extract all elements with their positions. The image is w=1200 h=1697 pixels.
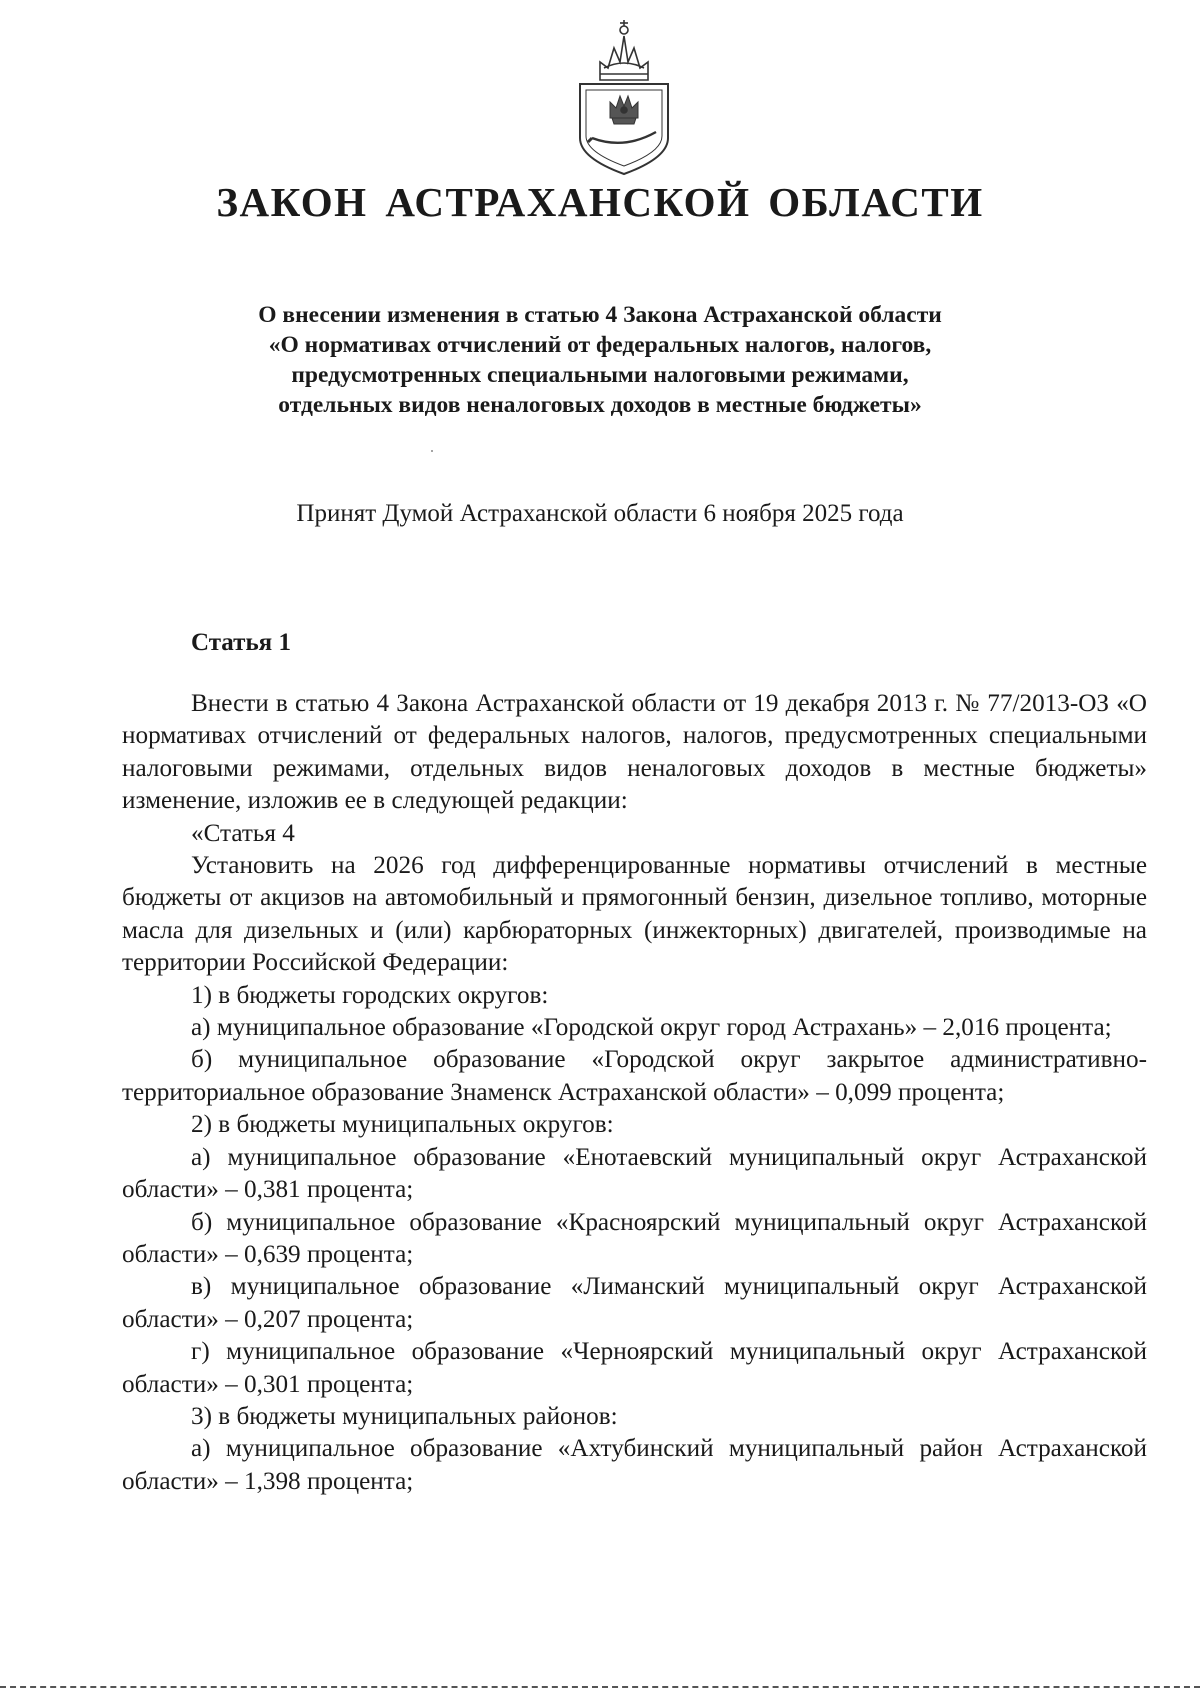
adoption-line: Принят Думой Астраханской области 6 ноября 2025 года (296, 500, 904, 527)
law-subtitle (150, 300, 1050, 420)
astrakhan-coat-of-arms-icon (570, 18, 678, 178)
article-body (122, 688, 1147, 1498)
law-title: ЗАКОН АСТРАХАНСКОЙ ОБЛАСТИ (216, 179, 984, 225)
list-item: 3) в бюджеты муниципальных районов: (191, 1402, 618, 1430)
paragraph: Установить на 2026 год дифференцированные нормативы отчислений в местные бюджеты от акцизов на автомобильный и прямогонный бензин, дизельное топливо, моторные масла для дизельных и (или) карбюраторных (инжекторных) двигателей, производимые на территории Российской Федерации: (122, 852, 1147, 977)
list-item: а) муниципальное образование «Городской округ город Астрахань» – 2,016 процента; (191, 1014, 1112, 1042)
paragraph: Внести в статью 4 Закона Астраханской области от 19 декабря 2013 г. № 77/2013-ОЗ «О нормативах отчислений от федеральных налогов, налогов, предусмотренных специальными налоговыми режимами, отдельных видов неналоговых доходов в местные бюджеты» изменение, изложив ее в следующей редакции: (122, 690, 1147, 815)
article-heading: Статья 1 (191, 629, 291, 656)
subtitle-line: предусмотренных специальными налоговыми режимами, (291, 362, 909, 388)
list-item: б) муниципальное образование «Городской округ закрытое административно-территориальное образование Знаменск Астраханской области» – 0,099 процента; (122, 1046, 1147, 1106)
subtitle-line: «О нормативах отчислений от федеральных налогов, налогов, (268, 332, 932, 358)
paragraph: «Статья 4 (191, 819, 295, 847)
list-item: а) муниципальное образование «Енотаевский муниципальный округ Астраханской области» – 0,381 процента; (122, 1143, 1147, 1204)
subtitle-line: отдельных видов неналоговых доходов в местные бюджеты» (278, 392, 922, 418)
scan-speck (431, 450, 433, 452)
list-item: 1) в бюджеты городских округов: (191, 981, 549, 1009)
subtitle-line: О внесении изменения в статью 4 Закона Астраханской области (258, 302, 942, 328)
list-item: г) муниципальное образование «Черноярский муниципальный округ Астраханской области» – 0,301 процента; (122, 1338, 1147, 1398)
list-item: а) муниципальное образование «Ахтубинский муниципальный район Астраханской области» – 1,398 процента; (122, 1435, 1147, 1495)
page-bottom-edge (0, 1686, 1200, 1688)
list-item: 2) в бюджеты муниципальных округов: (191, 1111, 614, 1139)
list-item: в) муниципальное образование «Лиманский муниципальный округ Астраханской области» – 0,207 процента; (122, 1273, 1147, 1333)
list-item: б) муниципальное образование «Красноярский муниципальный округ Астраханской области» – 0,639 процента; (122, 1208, 1147, 1268)
